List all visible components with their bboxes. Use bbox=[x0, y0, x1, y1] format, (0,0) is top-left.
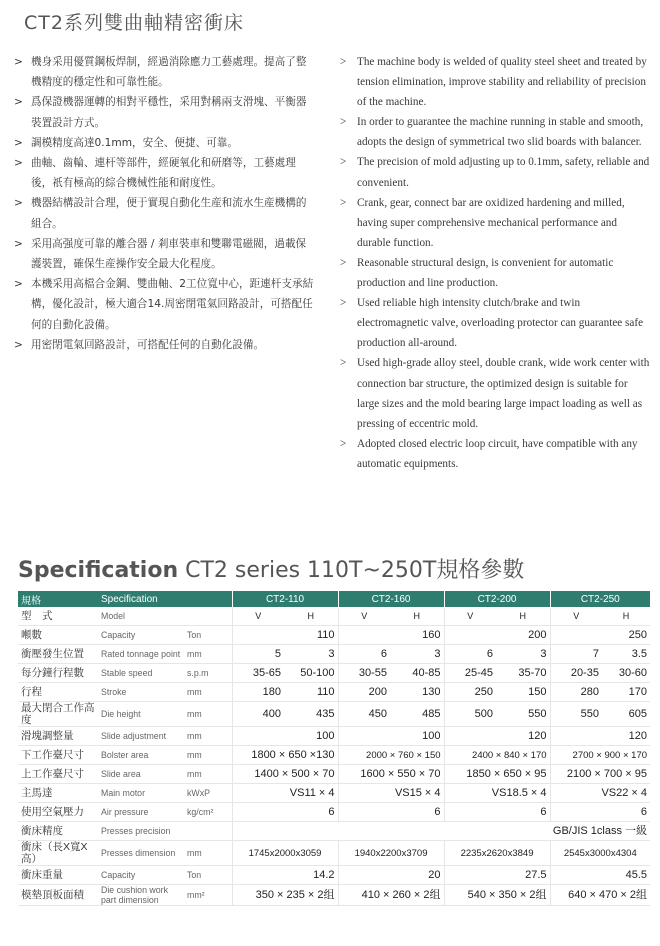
row-label-cn: 使用空氣壓力 bbox=[18, 803, 98, 822]
value-cell: 485 bbox=[390, 702, 444, 727]
value-cell: 6 bbox=[444, 645, 496, 664]
value-cell: 410 × 260 × 2组 bbox=[338, 885, 444, 906]
model-v: V bbox=[444, 607, 496, 626]
feature-text: 機身采用優質鋼板焊制，經過消除應力工藝處理。提高了整機精度的穩定性和可靠性能。 bbox=[31, 56, 307, 89]
row-label-en: Capacity bbox=[98, 866, 184, 885]
spec-row bbox=[18, 626, 650, 645]
value-cell: 100 bbox=[338, 727, 444, 746]
row-unit: Ton bbox=[184, 866, 232, 885]
row-label-cn: 最大閉合工作高度 bbox=[18, 702, 98, 727]
header-ct2-250: CT2-250 bbox=[550, 591, 650, 607]
spec-row bbox=[18, 784, 650, 803]
value-cell: 50-100 bbox=[284, 664, 338, 683]
value-cell: 120 bbox=[444, 727, 550, 746]
row-label-cn: 上工作臺尺寸 bbox=[18, 765, 98, 784]
value-cell: 3.5 bbox=[602, 645, 650, 664]
bullet-marker: > bbox=[340, 437, 347, 450]
feature-item bbox=[340, 253, 650, 293]
bullet-marker: > bbox=[14, 278, 23, 291]
feature-text: 本機采用高檔合金鋼、雙曲軸、2工位寬中心，距連杆支承結構，優化設計，極大適合14.周密閉電氣回路設計，可搭配任何的自動化設備。 bbox=[31, 278, 314, 331]
spec-header-row bbox=[18, 591, 650, 607]
spec-title-bold: Specification bbox=[18, 558, 179, 583]
row-label-en: Air pressure bbox=[98, 803, 184, 822]
header-spec-en: Specification bbox=[98, 591, 232, 607]
spec-row bbox=[18, 803, 650, 822]
feature-item bbox=[14, 133, 314, 153]
feature-item bbox=[340, 293, 650, 353]
value-cell: 120 bbox=[550, 727, 650, 746]
value-cell: VS15 × 4 bbox=[338, 784, 444, 803]
value-cell: 6 bbox=[338, 803, 444, 822]
feature-text: In order to guarantee the machine running in stable and smooth, adopts the design of symmetrical two slid boards with balancer. bbox=[357, 116, 644, 149]
model-v: V bbox=[550, 607, 602, 626]
value-cell: 550 bbox=[550, 702, 602, 727]
spec-row bbox=[18, 702, 650, 727]
bullet-marker: > bbox=[14, 197, 23, 210]
value-cell: 20-35 bbox=[550, 664, 602, 683]
value-cell: 110 bbox=[284, 683, 338, 702]
bullet-marker: > bbox=[340, 56, 347, 68]
row-unit: mm bbox=[184, 702, 232, 727]
model-h: H bbox=[284, 607, 338, 626]
model-row bbox=[18, 607, 650, 626]
value-cell: 250 bbox=[444, 683, 496, 702]
model-en: Model bbox=[98, 607, 232, 626]
spec-row bbox=[18, 645, 650, 664]
feature-item bbox=[14, 335, 314, 355]
bullet-marker: > bbox=[14, 56, 23, 68]
value-cell: GB/JIS 1class 一級 bbox=[232, 822, 650, 841]
feature-item bbox=[14, 234, 314, 274]
spec-row bbox=[18, 727, 650, 746]
value-cell: 170 bbox=[602, 683, 650, 702]
value-cell: 5 bbox=[232, 645, 284, 664]
value-cell: 2100 × 700 × 95 bbox=[550, 765, 650, 784]
model-v: V bbox=[232, 607, 284, 626]
feature-text: 用密閉電氣回路設計，可搭配任何的自動化設備。 bbox=[31, 338, 265, 351]
value-cell: 1850 × 650 × 95 bbox=[444, 765, 550, 784]
row-label-en: Slide area bbox=[98, 765, 184, 784]
bullet-marker: > bbox=[14, 338, 23, 351]
features-english bbox=[340, 52, 650, 474]
value-cell: 1800 × 650 ×130 bbox=[232, 746, 338, 765]
value-cell: 2000 × 760 × 150 bbox=[338, 746, 444, 765]
row-label-en: Capacity bbox=[98, 626, 184, 645]
value-cell: 1600 × 550 × 70 bbox=[338, 765, 444, 784]
row-label-cn: 衝壓發生位置 bbox=[18, 645, 98, 664]
feature-item bbox=[340, 152, 650, 192]
bullet-marker: > bbox=[14, 136, 23, 149]
value-cell: 35-70 bbox=[496, 664, 550, 683]
value-cell: 7 bbox=[550, 645, 602, 664]
value-cell: 20 bbox=[338, 866, 444, 885]
spec-title-rest: CT2 series 110T~250T規格參數 bbox=[178, 558, 525, 583]
row-unit: kWxP bbox=[184, 784, 232, 803]
header-ct2-110: CT2-110 bbox=[232, 591, 338, 607]
value-cell: 400 bbox=[232, 702, 284, 727]
features-chinese bbox=[14, 52, 314, 355]
bullet-marker: > bbox=[14, 96, 23, 109]
feature-text: 調模精度高達0.1mm，安全、便捷、可靠。 bbox=[31, 136, 238, 149]
value-cell: 1745x2000x3059 bbox=[232, 841, 338, 866]
row-label-en: Presses dimension bbox=[98, 841, 184, 866]
row-label-cn: 下工作臺尺寸 bbox=[18, 746, 98, 765]
bullet-marker: > bbox=[340, 297, 347, 310]
value-cell: 150 bbox=[496, 683, 550, 702]
row-label-cn: 衝床（長X寬X高） bbox=[18, 841, 98, 866]
feature-item bbox=[14, 153, 314, 193]
value-cell: 27.5 bbox=[444, 866, 550, 885]
value-cell: 6 bbox=[232, 803, 338, 822]
row-label-cn: 衝床精度 bbox=[18, 822, 98, 841]
feature-text: 機器結構設計合理，便于實現自動化生産和流水生産機構的組合。 bbox=[31, 197, 307, 230]
row-label-cn: 主馬達 bbox=[18, 784, 98, 803]
value-cell: VS22 × 4 bbox=[550, 784, 650, 803]
value-cell: 130 bbox=[390, 683, 444, 702]
spec-row bbox=[18, 746, 650, 765]
row-label-en: Bolster area bbox=[98, 746, 184, 765]
feature-text: The precision of mold adjusting up to 0.1mm, safety, reliable and convenient. bbox=[357, 156, 650, 189]
value-cell: 280 bbox=[550, 683, 602, 702]
value-cell: 6 bbox=[550, 803, 650, 822]
header-spec-cn: 規格 bbox=[18, 591, 98, 607]
feature-item bbox=[340, 112, 650, 152]
row-unit: mm² bbox=[184, 885, 232, 906]
row-label-en: Rated tonnage point bbox=[98, 645, 184, 664]
feature-text: Used high-grade alloy steel, double crank, wide work center with connection bar structure, the optimized design is suitable for large sizes and the mold bearing large impact loading as well as pressing of eccentric mold. bbox=[357, 357, 650, 430]
bullet-marker: > bbox=[340, 256, 347, 269]
row-label-cn: 衝床重量 bbox=[18, 866, 98, 885]
value-cell: 100 bbox=[232, 727, 338, 746]
row-unit: mm bbox=[184, 841, 232, 866]
feature-text: 采用高强度可靠的離合器 / 剎車裝車和雙聯電磁閥，過載保護裝置，確保生産操作安全最大化程度。 bbox=[31, 237, 307, 271]
header-ct2-200: CT2-200 bbox=[444, 591, 550, 607]
row-unit: mm bbox=[184, 765, 232, 784]
value-cell: 35-65 bbox=[232, 664, 284, 683]
value-cell: 250 bbox=[550, 626, 650, 645]
row-unit: mm bbox=[184, 727, 232, 746]
value-cell: 640 × 470 × 2组 bbox=[550, 885, 650, 906]
spec-row bbox=[18, 822, 650, 841]
row-label-en: Slide adjustment bbox=[98, 727, 184, 746]
value-cell: 2700 × 900 × 170 bbox=[550, 746, 650, 765]
feature-item bbox=[340, 353, 650, 433]
row-label-cn: 噸數 bbox=[18, 626, 98, 645]
row-label-en: Die height bbox=[98, 702, 184, 727]
row-label-cn: 滑塊調整量 bbox=[18, 727, 98, 746]
model-h: H bbox=[602, 607, 650, 626]
value-cell: 450 bbox=[338, 702, 390, 727]
value-cell: 6 bbox=[444, 803, 550, 822]
spec-table bbox=[18, 591, 650, 906]
value-cell: 350 × 235 × 2组 bbox=[232, 885, 338, 906]
value-cell: 110 bbox=[232, 626, 338, 645]
row-unit bbox=[184, 822, 232, 841]
feature-item bbox=[14, 274, 314, 335]
row-label-en: Stroke bbox=[98, 683, 184, 702]
feature-item bbox=[14, 193, 314, 233]
feature-item bbox=[340, 52, 650, 112]
header-ct2-160: CT2-160 bbox=[338, 591, 444, 607]
row-unit: mm bbox=[184, 645, 232, 664]
row-label-cn: 模墊頂板面積 bbox=[18, 885, 98, 906]
row-unit: Ton bbox=[184, 626, 232, 645]
spec-title bbox=[18, 553, 524, 584]
value-cell: 40-85 bbox=[390, 664, 444, 683]
value-cell: 200 bbox=[338, 683, 390, 702]
value-cell: 45.5 bbox=[550, 866, 650, 885]
feature-text: 爲保證機器運轉的相對平穩性，采用對稱兩支滑塊、平衡器裝置設計方式。 bbox=[31, 96, 307, 129]
model-h: H bbox=[496, 607, 550, 626]
spec-row bbox=[18, 885, 650, 906]
spec-row bbox=[18, 664, 650, 683]
value-cell: 2400 × 840 × 170 bbox=[444, 746, 550, 765]
value-cell: 200 bbox=[444, 626, 550, 645]
value-cell: 3 bbox=[390, 645, 444, 664]
value-cell: 550 bbox=[496, 702, 550, 727]
value-cell: 30-60 bbox=[602, 664, 650, 683]
value-cell: 540 × 350 × 2组 bbox=[444, 885, 550, 906]
row-unit: mm bbox=[184, 683, 232, 702]
spec-row bbox=[18, 683, 650, 702]
feature-text: Reasonable structural design, is convenient for automatic production and line production. bbox=[357, 256, 614, 290]
value-cell: 605 bbox=[602, 702, 650, 727]
value-cell: 30-55 bbox=[338, 664, 390, 683]
row-label-cn: 每分鐘行程數 bbox=[18, 664, 98, 683]
bullet-marker: > bbox=[340, 116, 347, 129]
value-cell: 500 bbox=[444, 702, 496, 727]
value-cell: 3 bbox=[496, 645, 550, 664]
value-cell: VS18.5 × 4 bbox=[444, 784, 550, 803]
feature-text: 曲軸、齒輪、連杆等部件，經硬氧化和研磨等，工藝處理後，祇有極高的綜合機械性能和耐度性。 bbox=[31, 157, 296, 190]
feature-item bbox=[14, 92, 314, 132]
bullet-marker: > bbox=[340, 357, 347, 370]
feature-text: The machine body is welded of quality steel sheet and treated by tension elimination, improve stability and reliability of precision of the machine. bbox=[357, 56, 647, 109]
bullet-marker: > bbox=[14, 157, 23, 170]
value-cell: 435 bbox=[284, 702, 338, 727]
model-h: H bbox=[390, 607, 444, 626]
row-label-cn: 行程 bbox=[18, 683, 98, 702]
value-cell: 2545x3000x4304 bbox=[550, 841, 650, 866]
value-cell: 25-45 bbox=[444, 664, 496, 683]
value-cell: 160 bbox=[338, 626, 444, 645]
value-cell: 180 bbox=[232, 683, 284, 702]
spec-row bbox=[18, 765, 650, 784]
feature-text: Adopted closed electric loop circuit, have compatible with any automatic equipments. bbox=[357, 437, 638, 470]
value-cell: 3 bbox=[284, 645, 338, 664]
spec-row bbox=[18, 841, 650, 866]
value-cell: VS11 × 4 bbox=[232, 784, 338, 803]
feature-item bbox=[340, 193, 650, 253]
feature-item bbox=[340, 434, 650, 474]
bullet-marker: > bbox=[14, 237, 23, 250]
feature-item bbox=[14, 52, 314, 92]
row-unit: kg/cm² bbox=[184, 803, 232, 822]
value-cell: 6 bbox=[338, 645, 390, 664]
model-v: V bbox=[338, 607, 390, 626]
row-unit: mm bbox=[184, 746, 232, 765]
row-label-en: Presses precision bbox=[98, 822, 184, 841]
spec-row bbox=[18, 866, 650, 885]
bullet-marker: > bbox=[340, 196, 347, 209]
row-label-en: Stable speed bbox=[98, 664, 184, 683]
row-unit: s.p.m bbox=[184, 664, 232, 683]
value-cell: 14.2 bbox=[232, 866, 338, 885]
value-cell: 1940x2200x3709 bbox=[338, 841, 444, 866]
value-cell: 1400 × 500 × 70 bbox=[232, 765, 338, 784]
row-label-en: Main motor bbox=[98, 784, 184, 803]
model-cn: 型 式 bbox=[18, 607, 98, 626]
page-title: CT2系列雙曲軸精密衝床 bbox=[24, 12, 244, 34]
feature-text: Used reliable high intensity clutch/brake and twin electromagnetic valve, overloading protector can guarantee safe production all-around. bbox=[357, 297, 644, 350]
row-label-en: Die cushion work part dimension bbox=[98, 885, 184, 906]
bullet-marker: > bbox=[340, 156, 347, 169]
feature-text: Crank, gear, connect bar are oxidized hardening and milled, having super comprehensive mechanical performance and durable function. bbox=[357, 196, 625, 249]
value-cell: 2235x2620x3849 bbox=[444, 841, 550, 866]
